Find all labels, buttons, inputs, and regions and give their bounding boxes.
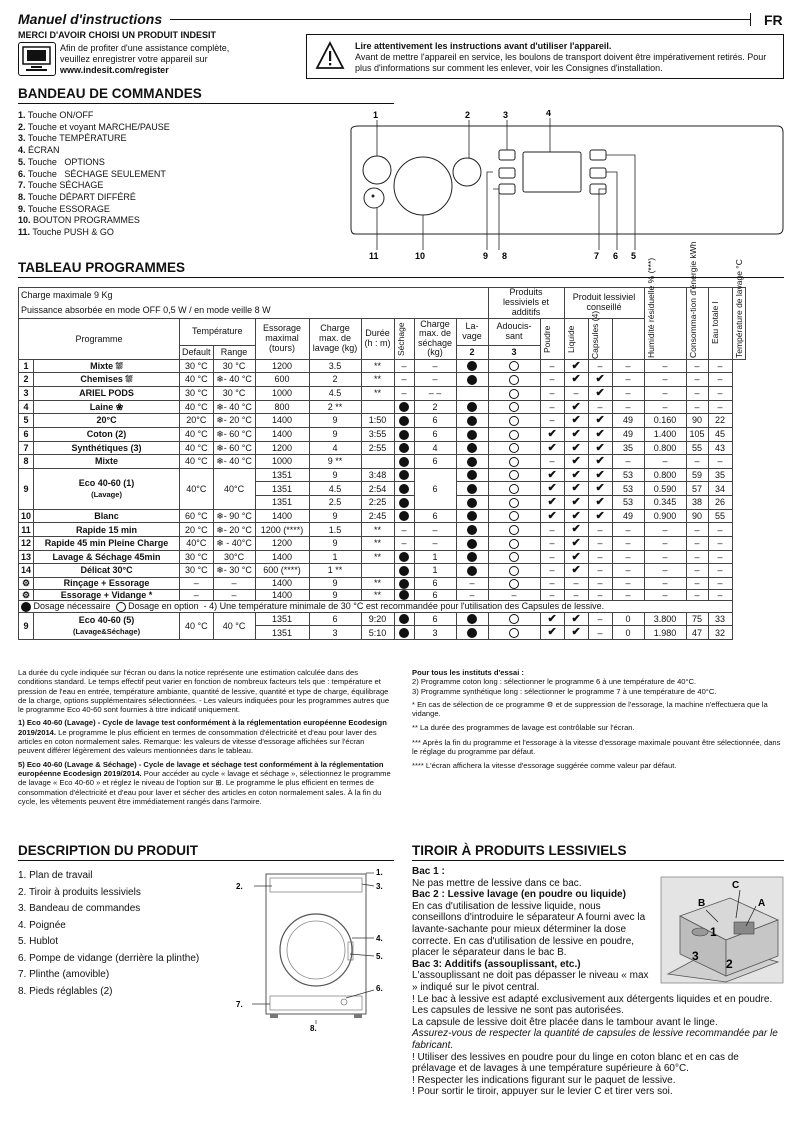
dosage-required-icon [399,457,409,467]
dosage-optional-icon [509,443,519,453]
dosage-optional-icon [509,498,519,508]
dosage-required-icon [467,457,477,467]
check-icon: ✔ [595,441,605,454]
section-rule [412,860,784,861]
dosage-optional-icon [509,375,519,385]
drawer-label: C [732,880,740,891]
dosage-required-icon [467,375,477,385]
check-icon: ✔ [571,523,581,536]
header-produits: Produits lessiviels et additifs [488,288,564,319]
dosage-required-icon [399,498,409,508]
table-row: 13 Lavage & Séchage 45min 30 °C 30°C 1400 1 ** 1 – ✔ – – – – – [19,550,746,564]
dosage-required-icon [399,628,409,638]
header-temp-lavage: Température de lavage °C [733,259,744,359]
check-icon: ✔ [547,612,557,625]
check-icon: ✔ [547,441,557,454]
check-icon: ✔ [571,455,581,468]
drawer-label: B [698,898,706,909]
manual-title: Manuel d'instructions [18,11,163,27]
table-row: 11 Rapide 15 min 20 °C ❄- 20 °C 1200 (****) 1.5 ** – – – ✔ – – – – – [19,523,746,537]
programmes-table: Charge maximale 9 Kg Produits lessiviels et additifs Produit lessiviel conseillé Humidité résiduelle % (***) Consomma-tion d'énergie kWh Eau totale l Température de lavage °C Puissance absorbée en mode OFF 0,5 W / en mode veille 8 W Programme Température Essorage maximal (tours) Charge max. de lavage (kg) Durée (h : m) Séchage Charge max. de séchage (kg) La-vage Adoucis-sant Poudre Liquide Capsules (4) Default Range 2 3 1 Mixte ⛆ 30 °C 30 °C 1200 3.5 ** – – – ✔ – – – – – 2 Chemises ⛆ 40 °C ❄- 40 °C 600 2 ** – – – ✔ ✔ – – – – 3 ARIEL PODS 30 °C 30 °C 1000 4.5 ** – – – – – ✔ – – – – 4 Laine ❀ 40 °C ❄- 40 °C 800 2 ** 2 – ✔ – – – – – 5 20°C 20°C ❄- 20 °C 1400 9 1:50 6 – ✔ ✔ 49 0.160 90 22 6 Coton (2) 40 °C ❄- 60 °C 1400 9 3:55 6 ✔ ✔ ✔ 49 1.400 105 45 7 Synthétiques (3) 40 °C ❄- 60 °C 1200 4 2:55 4 ✔ ✔ ✔ 35 0.800 55 43 8 Mixte 40 °C ❄- 40 °C 1000 9 ** 6 – ✔ ✔ – – – – 9 Eco 40-60 (1) (Lavage) 40°C 40°C 1351 9 3:48 6 ✔ ✔ ✔ 53 0.800 59 35 1351 4.5 2:54 ✔ ✔ ✔ 53 0.590 57 34 1351 2.5 2:25 ✔ ✔ ✔ 53 0.345 38 26 10 Blanc 60 °C ❄- 90 °C 1400 9 2:45 6 ✔ ✔ ✔ 49 0.900 90 55 11 Rapide 15 min 20 °C ❄- 20 °C 1200 (****) 1.5 ** – – – ✔ – – – – – 12 Rapide 45 min Pleine Charge 40°C ❄ - 40°C 1200 9 ** – – – ✔ – – – – – 13 Lavage & Séchage 45min 30 °C 30°C 1400 1 ** 1 – ✔ – – – – – 14 Délicat 30°C 30 °C ❄- 30 °C 600 (****) 1 ** 1 – ✔ – – – – – ⚙ Rinçage + Essorage – – 1400 9 ** 6 – – – – – – – – ⚙ Essorage + Vidange * – – 1400 9 ** 6 – – – – – – – – – Dosage nécessaire Dosage en option - 4) Une température minimale de 30 °C est recommandée pour l'utilisation des Capsules de lessive. 9 Eco 40-60 (5) (Lavage&Séchage) 40 °C 40 °C 1351 6 9:20 6 ✔ ✔ – 0 3.800 75 33 1351 3 5:10 3 ✔ ✔ – 0 1.980 47 32 [18,287,746,640]
diagram-label: 1 [373,110,379,120]
check-icon: ✔ [571,441,581,454]
check-icon: ✔ [571,482,581,495]
check-icon: ✔ [547,509,557,522]
header-eau: Eau totale l [708,288,732,360]
table-row: 1 Mixte ⛆ 30 °C 30 °C 1200 3.5 ** – – – ✔ – – – – – [19,359,746,373]
header-sechage: Séchage [394,318,414,359]
dosage-required-icon [399,402,409,412]
table-row: ⚙ Rinçage + Essorage – – 1400 9 ** 6 – – – – – – – – [19,577,746,589]
header-capsules: Capsules (4) [588,318,612,359]
dosage-optional-icon [509,430,519,440]
list-item: 10. BOUTON PROGRAMMES [18,215,140,226]
header-poudre: Poudre [540,318,564,359]
header-adoucissant: Adoucis-sant [488,318,540,345]
dosage-required-icon [467,443,477,453]
check-icon: ✔ [571,626,581,639]
dosage-required-icon [399,430,409,440]
dosage-required-icon [467,484,477,494]
check-icon: ✔ [595,386,605,399]
drawer-label: A [758,898,766,909]
section-rule [18,103,394,104]
dosage-required-icon [399,579,409,589]
notes-right: Pour tous les instituts d'essai : 2) Programme coton long : sélectionner le programme 6 à une température de 40°C. 3) Programme synthétique long : sélectionner le programme 7 à une température de 40°C. * En cas de sélection de ce programme ⚙ et de suppression de l'essorage, la machine n'effectuera que la vidange. ** La durée des programmes de lavage est contrôlable sur l'écran. *** Après la fin du programme et l'essorage à la vitesse d'essorage maximale pouvant être sélectionnée, dans le réglage du programme par défaut. **** L'écran affichera la vitesse d'essorage suggérée comme valeur par défaut. [412,668,781,771]
diagram-label: 7. [236,1000,243,1009]
check-icon: ✔ [595,496,605,509]
thanks-heading: MERCI D'AVOIR CHOISI UN PRODUIT INDESIT [18,30,216,40]
check-icon: ✔ [571,612,581,625]
register-text: Afin de profiter d'une assistance complète, veuillez enregistrer votre appareil sur www.indesit.com/register [60,43,230,75]
check-icon: ✔ [547,427,557,440]
drawer-label: 2 [726,957,733,971]
dosage-legend: Dosage nécessaire Dosage en option - 4) Une température minimale de 30 °C est recommandée pour l'utilisation des Capsules de lessive. [19,601,733,613]
warning-box [306,34,784,79]
dosage-optional-icon [509,402,519,412]
dosage-optional-icon [509,470,519,480]
diagram-label: 2. [236,882,243,891]
check-icon: ✔ [547,496,557,509]
section-rule [18,860,394,861]
warning-icon [315,41,345,73]
bandeau-list [18,110,170,239]
table-row: 1351 3 5:10 3 ✔ ✔ – 0 1.980 47 32 [19,626,746,640]
dosage-required-icon [467,628,477,638]
language-code: FR [764,12,783,28]
check-icon: ✔ [571,564,581,577]
washer-diagram [232,864,392,1034]
notes-left: La durée du cycle indiquée sur l'écran ou dans la notice représente une estimation calculée dans des conditions standard. Le temps effectif peut varier en fonction de nombreux facteurs tels que : température et pression de l'eau en entrée, température ambiante, quantité de lessive, quantité et type de charge, équilibrage de la charge, options supplémentaires sélectionnées. - Les valeurs indiquées pour les programmes autres que le programme Eco 40-60 sont fournies à titre indicatif uniquement. 1) Eco 40-60 (Lavage) - Cycle de lavage test conformément à la réglementation européenne Ecodesign 2019/2014. Le programme le plus efficient en termes de consommation d'électricité et d'eau pour laver des articles en coton normalement sales. Remarque: les valeurs de vitesse d'essorage affichées sur l'écran peuvent différer légèrement des valeurs mentionnées dans le tableau. 5) Eco 40-60 (Lavage & Séchage) - Cycle de lavage et séchage test conformément à la réglementation européenne Ecodesign 2019/2014. Pour accéder au cycle « lavage et séchage », sélectionnez le programme de lavage « Eco 40-60 » et réglez le niveau de l'option sur ⊞. Le programme le plus efficient en termes de consommation d'électricité et d'eau pour laver et sécher des articles en coton normalement sales. À la fin du cycle, les vêtements peuvent être immédiatement rangés dans l'armoire. [18,668,391,806]
header-rule [170,19,750,20]
dosage-required-icon [467,552,477,562]
dosage-required-icon [467,416,477,426]
table-row: 1351 2.5 2:25 ✔ ✔ ✔ 53 0.345 38 26 [19,496,746,510]
list-item: 6. Touche SÉCHAGE SEULEMENT [18,168,166,179]
list-item: 9. Touche ESSORAGE [18,203,110,214]
header-charge-sechage: Charge max. de séchage (kg) [414,318,456,359]
list-item: 1. Touche ON/OFF [18,110,94,120]
control-panel-diagram [347,110,787,260]
list-item: 8. Pieds réglables (2) [18,985,113,997]
diagram-label: 1. [376,868,383,877]
check-icon: ✔ [571,373,581,386]
table-row: 9 Eco 40-60 (5) (Lavage&Séchage) 40 °C 40 °C 1351 6 9:20 6 ✔ ✔ – 0 3.800 75 33 [19,612,746,626]
diagram-label: 8 [502,251,508,260]
dosage-optional-icon [509,579,519,589]
header-essorage: Essorage maximal (tours) [255,318,309,359]
table-row: ⚙ Essorage + Vidange * – – 1400 9 ** 6 – – – – – – – – – [19,589,746,601]
check-icon: ✔ [571,414,581,427]
dosage-required-icon [21,602,31,612]
diagram-label: 3. [376,882,383,891]
header-rule-tick [750,13,751,26]
check-icon: ✔ [547,468,557,481]
header-liquide: Liquide [564,318,588,359]
table-row: 10 Blanc 60 °C ❄- 90 °C 1400 9 2:45 6 ✔ ✔ ✔ 49 0.900 90 55 [19,509,746,523]
check-icon: ✔ [595,509,605,522]
list-item: 2. Tiroir à produits lessiviels [18,886,141,898]
table-row: 8 Mixte 40 °C ❄- 40 °C 1000 9 ** 6 – ✔ ✔ – – – – [19,455,746,469]
check-icon: ✔ [571,537,581,549]
section-title-description: DESCRIPTION DU PRODUIT [18,843,199,858]
dosage-required-icon [467,498,477,508]
diagram-label: 7 [594,251,600,260]
list-item: 5. Hublot [18,936,59,947]
dosage-required-icon [399,470,409,480]
dosage-required-icon [399,511,409,521]
check-icon: ✔ [571,427,581,440]
dosage-optional-icon [509,566,519,576]
check-icon: ✔ [595,414,605,427]
charge-max: Charge maximale 9 Kg [19,288,489,303]
diagram-label: 4 [546,110,552,118]
header-programme: Programme [19,318,180,359]
check-icon: ✔ [571,359,581,372]
dosage-required-icon [399,552,409,562]
check-icon: ✔ [547,482,557,495]
diagram-label: 6 [613,251,619,260]
dosage-optional-icon [116,602,126,612]
table-row: 2 Chemises ⛆ 40 °C ❄- 40 °C 600 2 ** – – – ✔ ✔ – – – – [19,373,746,387]
check-icon: ✔ [571,468,581,481]
section-title-tiroir: TIROIR À PRODUITS LESSIVIELS [412,843,627,858]
diagram-label: 9 [483,251,489,260]
check-icon: ✔ [595,373,605,386]
check-icon: ✔ [571,496,581,509]
dosage-optional-icon [509,389,519,399]
diagram-label: 6. [376,984,383,993]
diagram-label: 11 [369,251,379,260]
section-title-bandeau: BANDEAU DE COMMANDES [18,86,202,101]
list-item: 1. Plan de travail [18,870,93,881]
drawer-label: 3 [692,949,699,963]
dosage-required-icon [467,525,477,535]
check-icon: ✔ [595,455,605,468]
table-row: 4 Laine ❀ 40 °C ❄- 40 °C 800 2 ** 2 – ✔ – – – – – [19,400,746,414]
list-item: 11. Touche PUSH & GO [18,227,114,238]
header-lavage: La-vage [456,318,488,345]
header-humidite: Humidité résiduelle % (***) [644,288,686,360]
dosage-optional-icon [509,628,519,638]
section-rule [18,277,784,278]
table-row: 3 ARIEL PODS 30 °C 30 °C 1000 4.5 ** – – – – – ✔ – – – – [19,386,746,400]
dosage-required-icon [399,416,409,426]
table-row: 9 Eco 40-60 (1) (Lavage) 40°C 40°C 1351 9 3:48 6 ✔ ✔ ✔ 53 0.800 59 35 [19,468,746,482]
dosage-required-icon [467,614,477,624]
warning-title: Lire attentivement les instructions avant d'utiliser l'appareil. [355,41,612,51]
list-item: 4. ÉCRAN [18,145,60,156]
dosage-optional-icon [509,484,519,494]
header-charge: Charge max. de lavage (kg) [309,318,361,359]
monitor-icon [18,42,56,76]
dosage-required-icon [467,566,477,576]
dosage-optional-icon [509,457,519,467]
diagram-label: 5 [631,251,637,260]
diagram-label: 5. [376,952,383,961]
dosage-optional-icon [509,614,519,624]
puissance: Puissance absorbée en mode OFF 0,5 W / en mode veille 8 W [19,303,489,318]
dosage-required-icon [399,443,409,453]
dosage-optional-icon [509,539,519,549]
list-item: 2. Touche et voyant MARCHE/PAUSE [18,121,170,132]
dosage-optional-icon [509,416,519,426]
warning-text: Avant de mettre l'appareil en service, les boulons de transport doivent être impérativement retirés. Pour plus d'informations sur comment les enlever, voir les Consignes d'installation. [355,51,767,73]
list-item: 3. Touche TEMPÉRATURE [18,133,127,144]
table-row: 5 20°C 20°C ❄- 20 °C 1400 9 1:50 6 – ✔ ✔ 49 0.160 90 22 [19,414,746,428]
check-icon: ✔ [571,550,581,563]
header-range: Range [213,345,255,359]
diagram-label: 8. [310,1024,317,1033]
table-row: 1351 4.5 2:54 ✔ ✔ ✔ 53 0.590 57 34 [19,482,746,496]
list-item: 3. Bandeau de commandes [18,903,141,914]
register-link[interactable]: www.indesit.com/register [60,64,169,75]
check-icon: ✔ [571,509,581,522]
check-icon: ✔ [571,400,581,413]
table-row: 12 Rapide 45 min Pleine Charge 40°C ❄ - 40°C 1200 9 ** – – – ✔ – – – – – [19,537,746,551]
dosage-required-icon [399,484,409,494]
dosage-optional-icon [509,552,519,562]
dosage-required-icon [399,614,409,624]
dosage-required-icon [467,430,477,440]
dosage-optional-icon [509,361,519,371]
dosage-optional-icon [509,511,519,521]
list-item: 7. Plinthe (amovible) [18,969,110,980]
description-list [18,868,199,1000]
diagram-label: 2 [465,110,471,120]
section-title-tableau: TABLEAU PROGRAMMES [18,260,185,275]
diagram-label: 3 [503,110,509,120]
header-default: Default [180,345,214,359]
drawer-label: 1 [710,925,717,939]
dosage-required-icon [467,511,477,521]
header-consommation: Consomma-tion d'énergie kWh [686,288,708,360]
list-item: 4. Poignée [18,919,66,931]
check-icon: ✔ [595,482,605,495]
list-item: 8. Touche DÉPART DIFFÉRÉ [18,191,136,202]
header-duree: Durée (h : m) [361,318,394,359]
diagram-label: 4. [376,934,383,943]
dosage-required-icon [467,361,477,371]
check-icon: ✔ [595,427,605,440]
check-icon: ✔ [547,626,557,639]
dosage-required-icon [467,539,477,549]
list-item: 6. Pompe de vidange (derrière la plinthe) [18,952,200,964]
dosage-optional-icon [509,525,519,535]
table-row: 6 Coton (2) 40 °C ❄- 60 °C 1400 9 3:55 6 ✔ ✔ ✔ 49 1.400 105 45 [19,427,746,441]
header-temperature: Température [180,318,256,345]
table-row: 14 Délicat 30°C 30 °C ❄- 30 °C 600 (****) 1 ** 1 – ✔ – – – – – [19,564,746,578]
diagram-label: 10 [415,251,426,260]
header-conseille: Produit lessiviel conseillé [564,288,644,319]
dosage-required-icon [399,590,409,600]
check-icon: ✔ [595,468,605,481]
list-item: 5. Touche OPTIONS [18,156,105,167]
dosage-required-icon [467,402,477,412]
dosage-required-icon [467,470,477,480]
dosage-required-icon [399,566,409,576]
table-row: 7 Synthétiques (3) 40 °C ❄- 60 °C 1200 4 2:55 4 ✔ ✔ ✔ 35 0.800 55 43 [19,441,746,455]
tiroir-text: Bac 1 : Ne pas mettre de lessive dans ce bac. Bac 2 : Lessive lavage (en poudre ou liquide) En cas d'utilisation de lessive liquide, nous conseillons d'introduire le séparateur A fourni avec la lavante-sachante pour mieux déterminer la dose correcte. En cas d'utilisation de lessive en poudre, placer le séparateur dans le bac B. Bac 3: Additifs (assouplissant, etc.) L'assouplissant ne doit pas dépasser le niveau « max » indiqué sur le pivot central. ! Le bac à lessive est adapté exclusivement aux détergents liquides et en poudre. Les capsules de lessive ne sont pas autorisées. La capsule de lessive doit être placée dans le tambour avant le linge. Assurez-vous de respecter la quantité de capsules de lessive recommandée par le fabricant. ! Utiliser des lessives en poudre pour du linge en coton blanc et en cas de prélavage et de lavages à une température supérieure à 60°C. ! Respecter les indications figurant sur le paquet de lessive. ! Pour sortir le tiroir, appuyer sur le levier C et tirer vers soi. [412,866,778,1098]
list-item: 7. Touche SÉCHAGE [18,180,104,191]
